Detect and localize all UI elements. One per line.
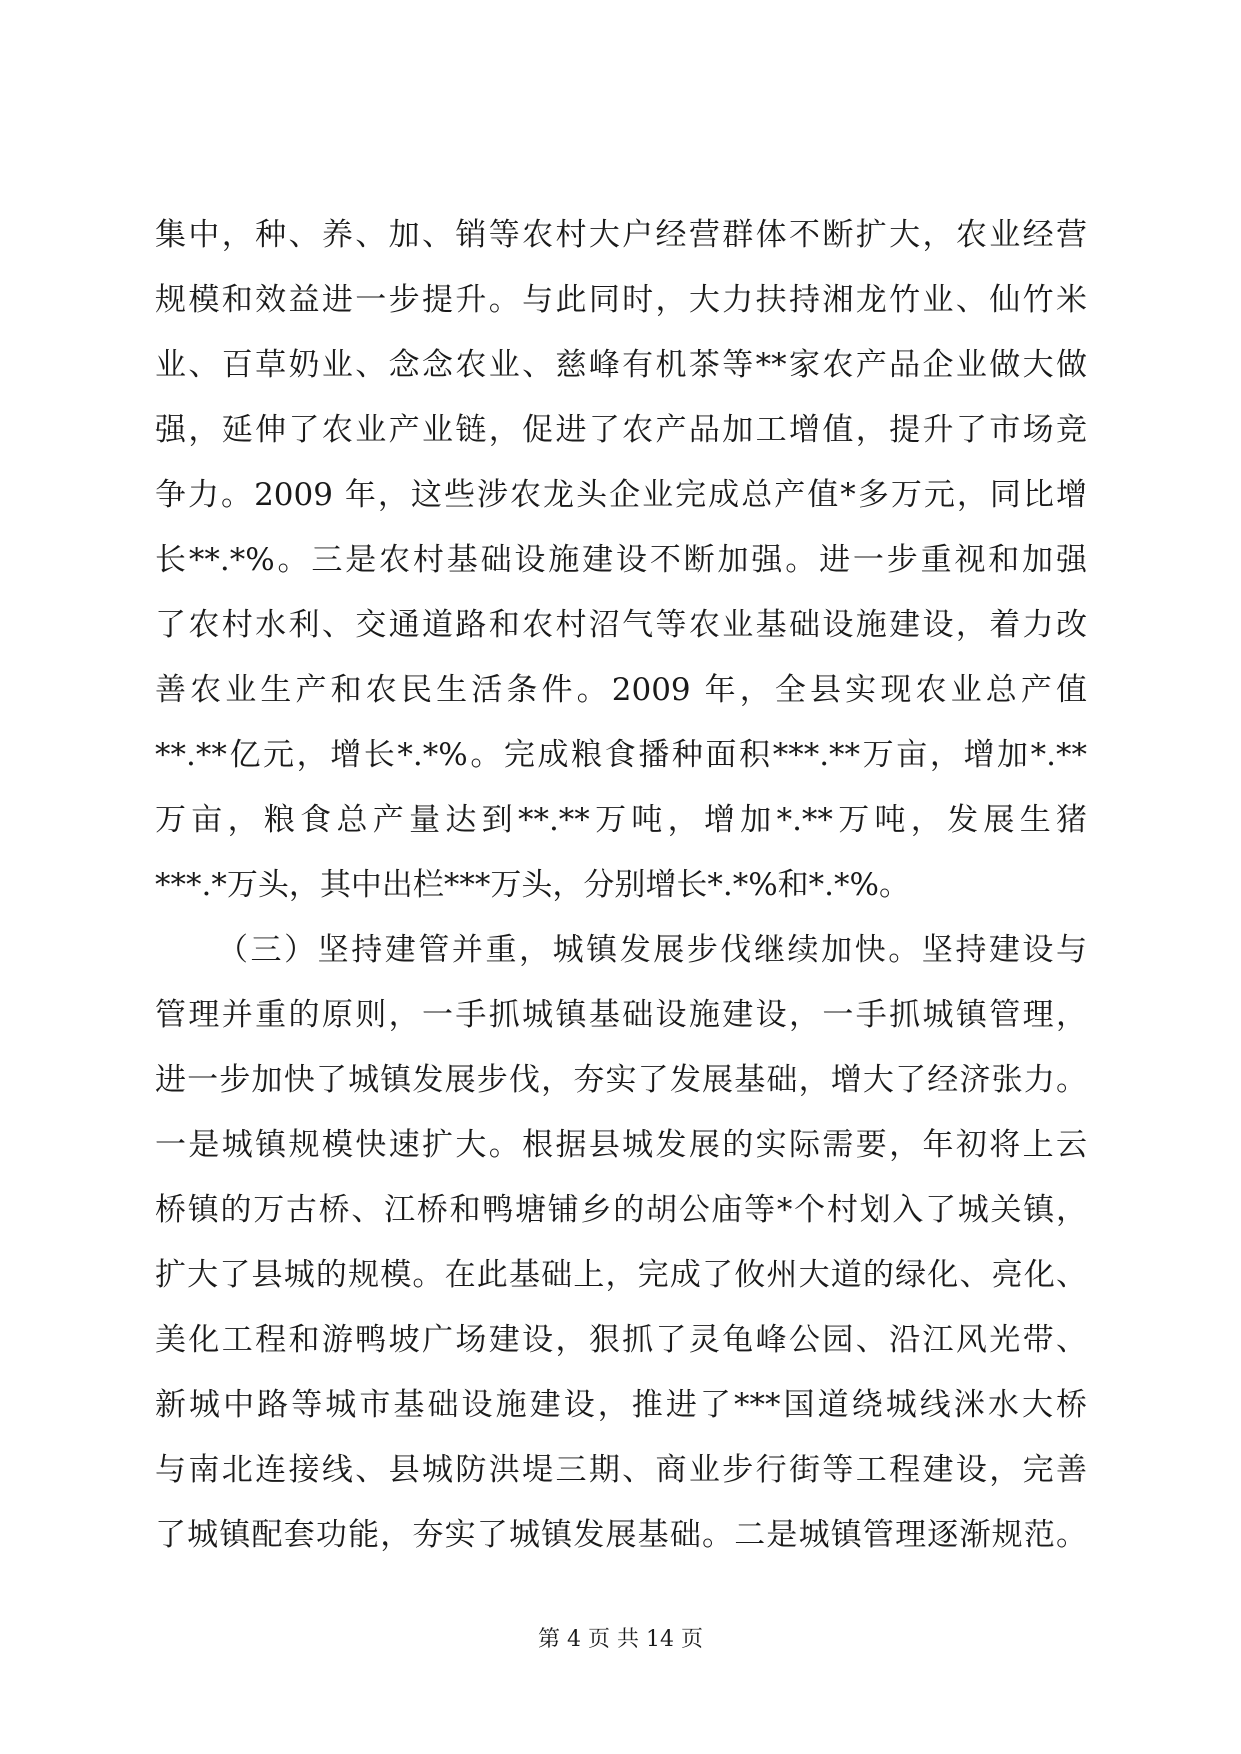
text-line: 强，延伸了农业产业链，促进了农产品加工增值，提升了市场竞 [155, 412, 1087, 448]
text-line: 一是城镇规模快速扩大。根据县城发展的实际需要，年初将上云 [155, 1127, 1087, 1163]
text-line: 万亩，粮食总产量达到**.**万吨，增加*.**万吨，发展生猪 [155, 802, 1087, 838]
page-number-footer: 第 4 页 共 14 页 [538, 1627, 703, 1652]
text-line: **.**亿元，增长*.*%。完成粮食播种面积***.**万亩，增加*.** [155, 737, 1087, 773]
text-line: 争力。2009 年，这些涉农龙头企业完成总产值*多万元，同比增 [155, 477, 1087, 513]
text-line: 规模和效益进一步提升。与此同时，大力扶持湘龙竹业、仙竹米 [155, 282, 1087, 318]
text-line: 集中，种、养、加、销等农村大户经营群体不断扩大，农业经营 [155, 217, 1087, 253]
text-line: 业、百草奶业、念念农业、慈峰有机茶等**家农产品企业做大做 [155, 347, 1087, 383]
text-line: 与南北连接线、县城防洪堤三期、商业步行街等工程建设，完善 [155, 1452, 1087, 1488]
text-line: 了农村水利、交通道路和农村沼气等农业基础设施建设，着力改 [155, 607, 1087, 643]
text-line: 善农业生产和农民生活条件。2009 年，全县实现农业总产值 [155, 672, 1087, 708]
paragraph-heading-line: （三）坚持建管并重，城镇发展步伐继续加快。坚持建设与 [217, 932, 1087, 968]
text-line: 美化工程和游鸭坡广场建设，狠抓了灵龟峰公园、沿江风光带、 [155, 1322, 1087, 1358]
text-line: 桥镇的万古桥、江桥和鸭塘铺乡的胡公庙等*个村划入了城关镇， [155, 1192, 1087, 1228]
text-line: 管理并重的原则，一手抓城镇基础设施建设，一手抓城镇管理， [155, 997, 1087, 1033]
text-line: ***.*万头，其中出栏***万头，分别增长*.*%和*.*%。 [155, 867, 910, 903]
text-line: 进一步加快了城镇发展步伐，夯实了发展基础，增大了经济张力。 [155, 1062, 1087, 1098]
text-line: 了城镇配套功能，夯实了城镇发展基础。二是城镇管理逐渐规范。 [155, 1517, 1087, 1553]
text-line: 新城中路等城市基础设施建设，推进了***国道绕城线洣水大桥 [155, 1387, 1087, 1423]
text-line: 长**.*%。三是农村基础设施建设不断加强。进一步重视和加强 [155, 542, 1087, 578]
text-line: 扩大了县城的规模。在此基础上，完成了攸州大道的绿化、亮化、 [155, 1257, 1087, 1293]
